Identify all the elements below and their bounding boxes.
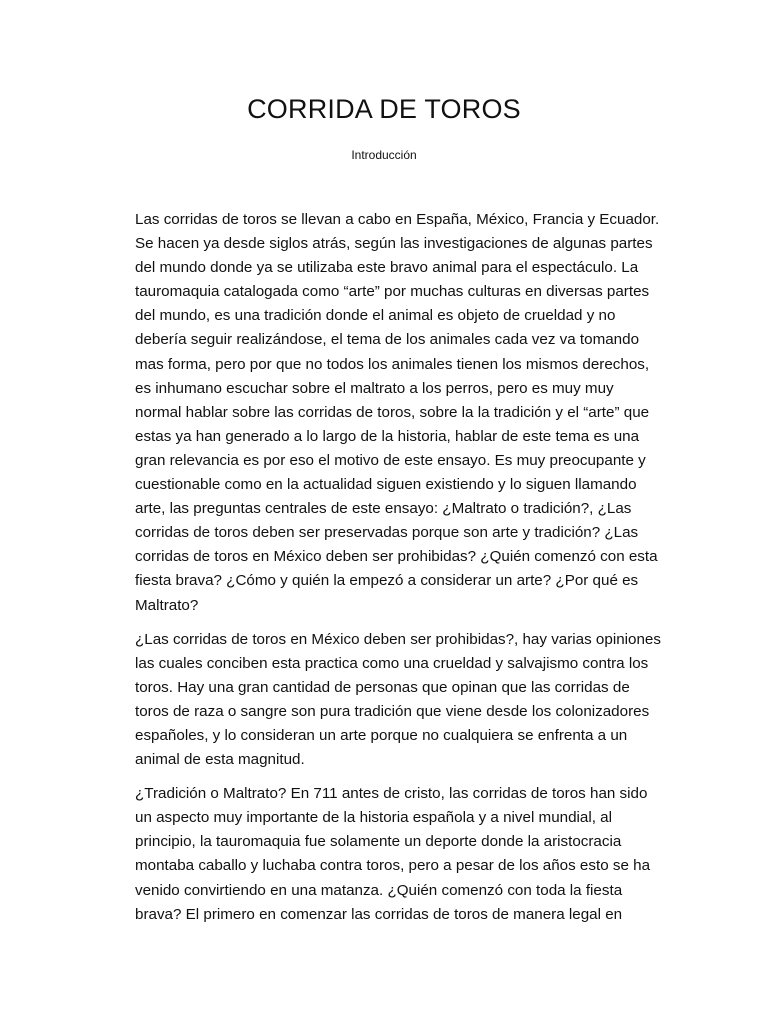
- text-line: Maltrato?: [135, 596, 199, 614]
- text-line: animal de esta magnitud.: [135, 751, 305, 769]
- text-line: principio, la tauromaquia fue solamente un deporte donde la aristocracia: [135, 833, 622, 851]
- text-line: ¿Las corridas de toros en México deben ser prohibidas?, hay varias opiniones: [135, 630, 661, 648]
- text-line: venido convirtiendo en una matanza. ¿Quién comenzó con toda la fiesta: [135, 881, 623, 899]
- text-line: toros de raza o sangre son pura tradición que viene desde los colonizadores: [135, 702, 650, 720]
- text-line: Se hacen ya desde siglos atrás, según las investigaciones de algunas partes: [135, 235, 653, 253]
- text-line: es inhumano escuchar sobre el maltrato a los perros, pero es muy muy: [135, 379, 614, 397]
- text-line: ¿Tradición o Maltrato? En 711 antes de cristo, las corridas de toros han sido: [135, 785, 648, 803]
- text-line: arte, las preguntas centrales de este ensayo: ¿Maltrato o tradición?, ¿Las: [135, 500, 632, 518]
- paragraph-tradition: [135, 782, 680, 927]
- text-line: un aspecto muy importante de la historia española y a nivel mundial, al: [135, 809, 612, 827]
- text-line: estas ya han generado a lo largo de la historia, hablar de este tema es una: [135, 427, 640, 445]
- text-line: Las corridas de toros se llevan a cabo en España, México, Francia y Ecuador.: [135, 211, 660, 228]
- text-line: tauromaquia catalogada como “arte” por muchas culturas en diversas partes: [135, 283, 650, 301]
- text-line: las cuales conciben esta practica como una crueldad y salvajismo contra los: [135, 654, 649, 672]
- text-line: fiesta brava? ¿Cómo y quién la empezó a considerar un arte? ¿Por qué es: [135, 572, 639, 590]
- text-line: del mundo donde ya se utilizaba este bravo animal para el espectáculo. La: [135, 259, 639, 277]
- document-body: [135, 208, 680, 937]
- paragraph-introduction: [135, 208, 680, 618]
- text-line: montaba caballo y luchaba contra toros, pero a pesar de los años esto se ha: [135, 857, 651, 875]
- text-line: corridas de toros en México deben ser prohibidas? ¿Quién comenzó con esta: [135, 548, 658, 566]
- text-line: toros. Hay una gran cantidad de personas que opinan que las corridas de: [135, 678, 630, 696]
- text-line: cuestionable como en la actualidad siguen existiendo y lo siguen llamando: [135, 476, 637, 494]
- text-line: corridas de toros deben ser preservadas porque son arte y tradición? ¿Las: [135, 524, 639, 542]
- text-line: mas forma, pero por que no todos los animales tienen los mismos derechos,: [135, 355, 650, 373]
- text-line: brava? El primero en comenzar las corridas de toros de manera legal en: [135, 905, 623, 923]
- text-line: gran relevancia es por eso el motivo de este ensayo. Es muy preocupante y: [135, 451, 646, 469]
- text-line: debería seguir realizándose, el tema de los animales cada vez va tomando: [135, 331, 640, 349]
- text-line: del mundo, es una tradición donde el animal es objeto de crueldad y no: [135, 307, 616, 325]
- text-line: normal hablar sobre las corridas de toros, sobre la la tradición y el “arte” que: [135, 403, 650, 421]
- paragraph-prohibition: [135, 628, 680, 773]
- text-line: españoles, y lo consideran un arte porque no cualquiera se enfrenta a un: [135, 726, 628, 744]
- document-title: CORRIDA DE TOROS: [247, 94, 521, 124]
- document-subtitle: Introducción: [351, 148, 417, 162]
